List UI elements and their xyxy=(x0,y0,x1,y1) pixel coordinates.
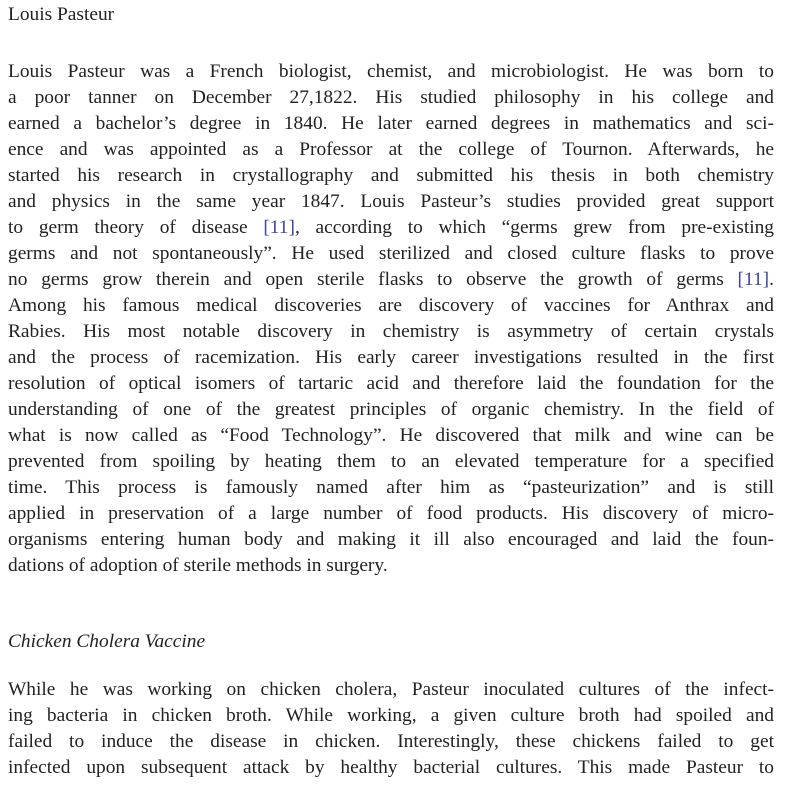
text-line: earned a bachelor’s degree in 1840. He later earned degrees in mathematics and sci- xyxy=(8,113,774,134)
text-line: infected upon subsequent attack by healthy bacterial cultures. This made Pasteur to xyxy=(8,757,774,778)
text-line: what is now called as “Food Technology”. He discovered that milk and wine can be xyxy=(8,425,774,446)
text-line: organisms entering human body and making it ill also encouraged and laid the foun- xyxy=(8,529,774,550)
text-line-last: dations of adoption of sterile methods in surgery. xyxy=(8,555,388,576)
text-line: Among his famous medical discoveries are discovery of vaccines for Anthrax and xyxy=(8,295,774,316)
text-line-with-citation xyxy=(8,215,774,241)
text-line: time. This process is famously named after him as “pasteurization” and is still xyxy=(8,477,774,498)
text-line: ence and was appointed as a Professor at the college of Tournon. Afterwards, he xyxy=(8,139,774,160)
text-line: and physics in the same year 1847. Louis Pasteur’s studies provided great support xyxy=(8,191,774,212)
text-line-with-citation xyxy=(8,267,774,293)
text-line: applied in preservation of a large number of food products. His discovery of micro- xyxy=(8,503,774,524)
subsection-heading: Chicken Cholera Vaccine xyxy=(8,631,206,652)
paragraph-biography xyxy=(8,59,774,579)
section-heading: Louis Pasteur xyxy=(8,4,115,25)
text-line: Rabies. His most notable discovery in chemistry is asymmetry of certain crystals xyxy=(8,321,774,342)
text-line: ing bacteria in chicken broth. While working, a given culture broth had spoiled and xyxy=(8,705,774,726)
text-line: understanding of one of the greatest principles of organic chemistry. In the field of xyxy=(8,399,774,420)
text-line: germs and not spontaneously”. He used sterilized and closed culture flasks to prove xyxy=(8,243,774,264)
text-line: started his research in crystallography and submitted his thesis in both chemistry xyxy=(8,165,774,186)
document-page xyxy=(8,0,774,781)
text-segment: no germs grow therein and open sterile flasks to observe the growth of germs xyxy=(8,269,738,290)
text-line: Louis Pasteur was a French biologist, chemist, and microbiologist. He was born to xyxy=(8,61,774,82)
spacer xyxy=(8,579,774,627)
text-segment: . xyxy=(769,269,774,290)
text-line: resolution of optical isomers of tartaric acid and therefore laid the foundation for the xyxy=(8,373,774,394)
citation-link[interactable]: [11] xyxy=(737,269,770,290)
text-line: While he was working on chicken cholera, Pasteur inoculated cultures of the infect- xyxy=(8,679,774,700)
text-line: prevented from spoiling by heating them to an elevated temperature for a specified xyxy=(8,451,774,472)
text-segment: to germ theory of disease xyxy=(8,217,264,238)
spacer xyxy=(8,28,774,59)
text-segment: , according to which “germs grew from pre-existing xyxy=(294,217,774,238)
text-line: and the process of racemization. His early career investigations resulted in the first xyxy=(8,347,774,368)
spacer xyxy=(8,655,774,677)
text-line: a poor tanner on December 27,1822. His studied philosophy in his college and xyxy=(8,87,774,108)
text-line: failed to induce the disease in chicken. Interestingly, these chickens failed to get xyxy=(8,731,774,752)
citation-link[interactable]: [11] xyxy=(263,217,295,238)
paragraph-chicken-cholera xyxy=(8,677,774,781)
